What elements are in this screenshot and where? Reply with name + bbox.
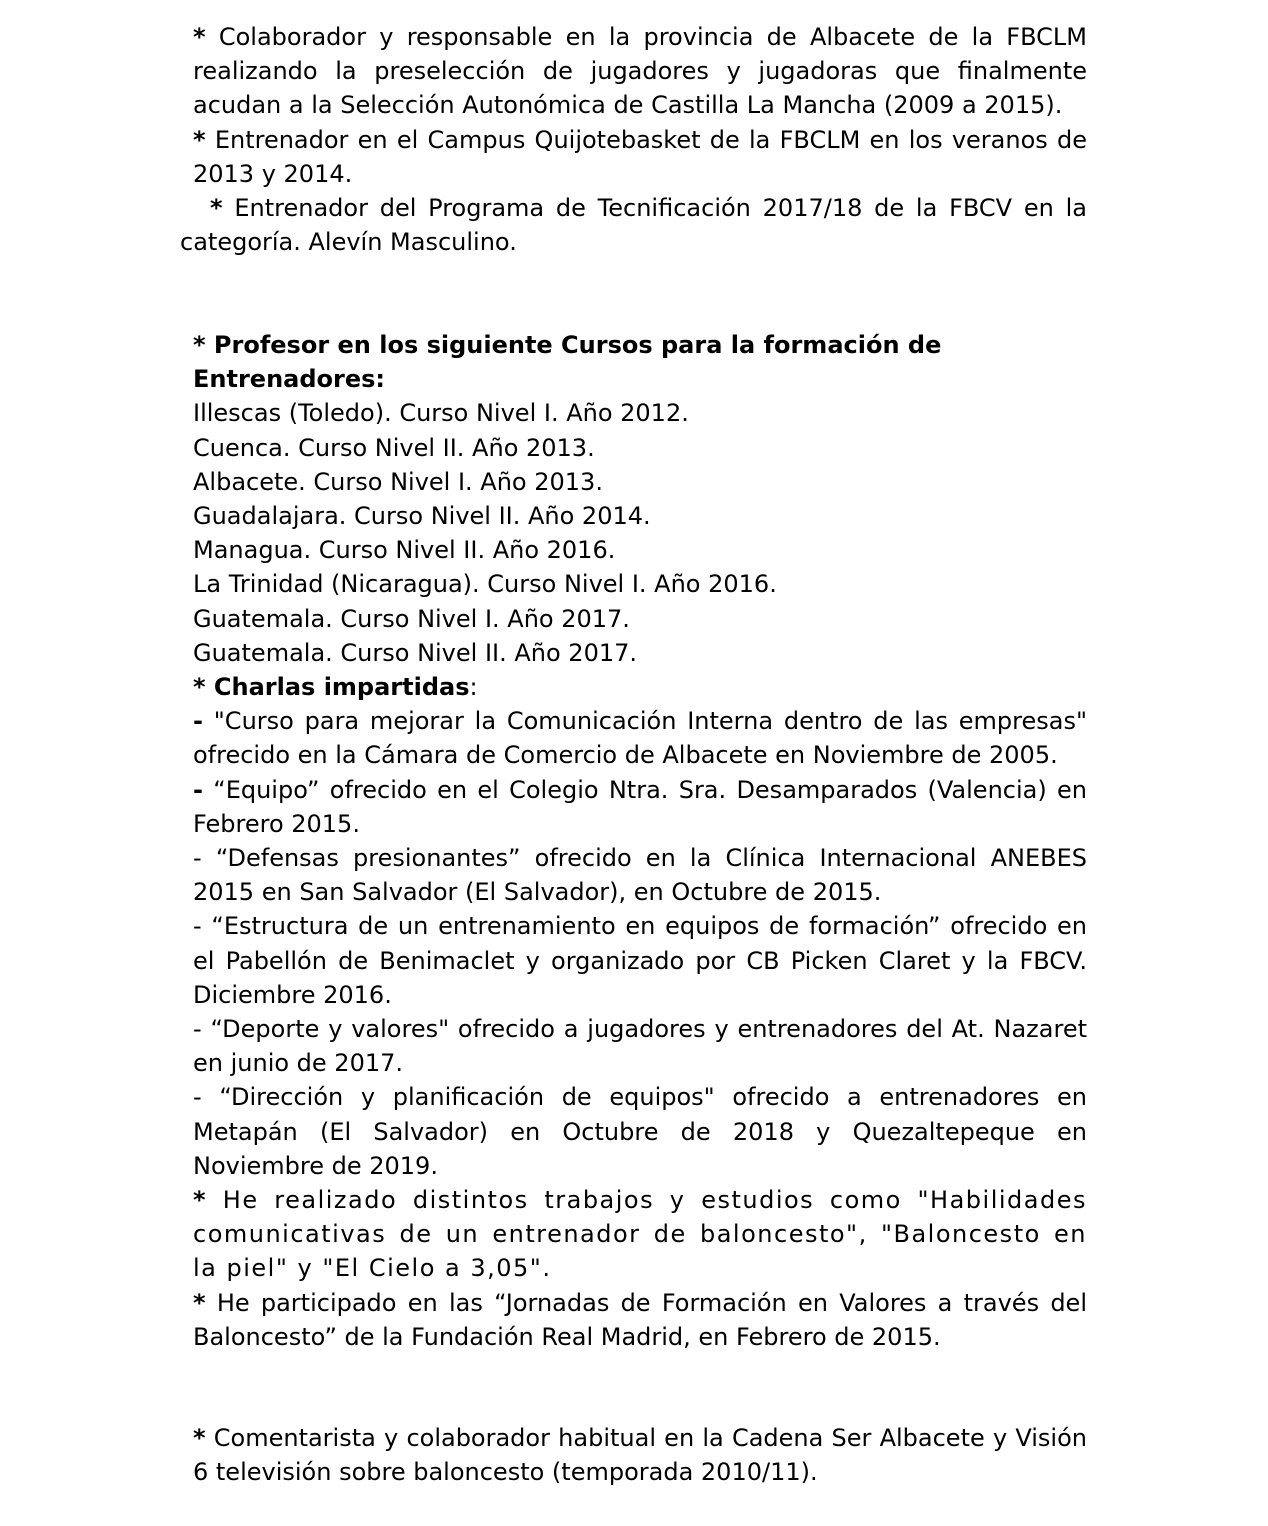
item-comentarista: * Comentarista y colaborador habitual en la Cadena Ser Albacete y Visión 6 televisión sobre baloncesto (temporada 2010/11). [193, 1424, 1087, 1487]
curso-item: Albacete. Curso Nivel I. Año 2013. [193, 467, 603, 496]
curso-item: Guatemala. Curso Nivel I. Año 2017. [193, 604, 630, 633]
charla-item: - “Deporte y valores" ofrecido a jugadores y entrenadores del At. Nazaret en junio de 2017. [193, 1015, 1088, 1078]
bullet-star: * [193, 23, 206, 51]
charla-item: - “Equipo” ofrecido en el Colegio Ntra. Sra. Desamparados (Valencia) en Febrero 2015. [193, 775, 1087, 838]
item-campus-quijotebasket: * Entrenador en el Campus Quijotebasket de la FBCLM en los veranos de 2013 y 2014. [193, 125, 1087, 188]
item-jornadas: * He participado en las “Jornadas de Formación en Valores a través del Baloncesto” de la Fundación Real Madrid, en Febrero de 2015. [193, 1288, 1087, 1351]
cursos-section [193, 328, 1087, 670]
charla-item: - “Dirección y planificación de equipos" ofrecido a entrenadores en Metapán (El Salvador) en Octubre de 2018 y Quezaltepeque en Noviembre de 2019. [193, 1083, 1087, 1180]
curso-item: Managua. Curso Nivel II. Año 2016. [193, 536, 616, 565]
curso-item: Guatemala. Curso Nivel II. Año 2017. [193, 638, 638, 667]
charlas-section [193, 670, 1087, 1183]
bullet-star: * [193, 125, 206, 154]
bullet-star: * [210, 194, 223, 223]
charla-item: - "Curso para mejorar la Comunicación Interna dentro de las empresas" ofrecido en la Cámara de Comercio de Albacete en Noviembre de 2005. [193, 707, 1087, 770]
charlas-heading: * Charlas impartidas: [193, 673, 478, 701]
curso-item: Illescas (Toledo). Curso Nivel I. Año 2012. [193, 399, 689, 428]
curso-item: La Trinidad (Nicaragua). Curso Nivel I. Año 2016. [193, 570, 777, 599]
curso-item: Cuenca. Curso Nivel II. Año 2013. [193, 433, 595, 462]
charla-item: - “Estructura de un entrenamiento en equipos de formación” ofrecido en el Pabellón de Benimaclet y organizado por CB Picken Claret y la FBCV. Diciembre 2016. [193, 912, 1087, 1009]
item-fbclm-colaborador: * Colaborador y responsable en la provincia de Albacete de la FBCLM realizando la preselección de jugadores y jugadoras que finalmente acudan a la Selección Autonómica de Castilla La Mancha (2009 a 2015). [193, 23, 1087, 120]
bullet-star: * [193, 1424, 206, 1452]
intro-items [180, 20, 1087, 259]
item-trabajos: * He realizado distintos trabajos y estudios como "Habilidades comunicativas de un entrenador de baloncesto", "Baloncesto en la piel" y "El Cielo a 3,05". [193, 1186, 1087, 1283]
charla-item: - “Defensas presionantes” ofrecido en la Clínica Internacional ANEBES 2015 en San Salvador (El Salvador), en Octubre de 2015. [193, 844, 1087, 907]
comentarista-section [193, 1421, 1087, 1489]
trabajos-section [193, 1183, 1087, 1354]
cursos-heading: * Profesor en los siguiente Cursos para la formación de Entrenadores: [193, 331, 942, 394]
bullet-star: * [193, 1186, 208, 1214]
item-tecnificacion: * Entrenador del Programa de Tecnificación 2017/18 de la FBCV en la categoría. Alevín Masculino. [180, 194, 1087, 257]
bullet-star: * [193, 1288, 206, 1317]
curso-item: Guadalajara. Curso Nivel II. Año 2014. [193, 502, 651, 531]
